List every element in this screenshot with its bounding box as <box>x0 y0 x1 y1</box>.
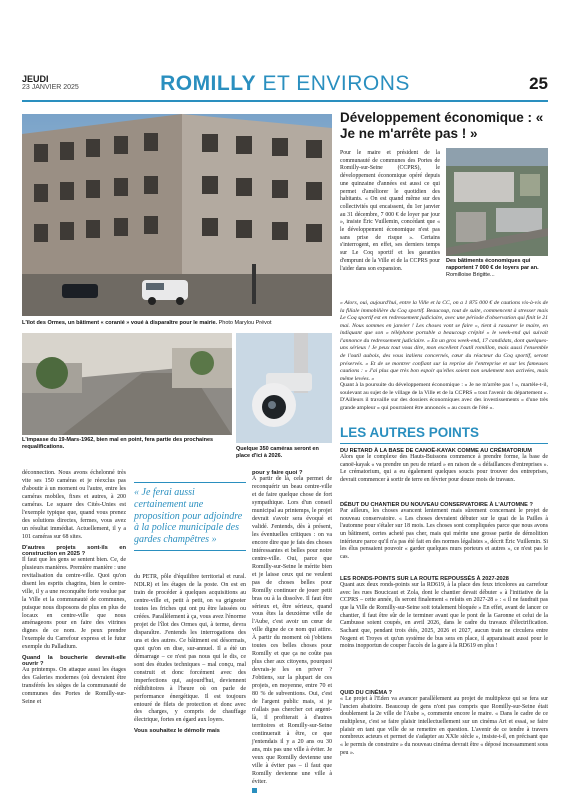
section-title <box>0 72 570 96</box>
interview-paragraph: À partir de là, cela permet de reconquérir un beau centre-ville et de faire quelque chose de fort sympathique. Lors d'un conseil municipal au printemps, le projet devrait s'avoir sera évoqué et validé. J'entends, dès à présent, les éventuelles critiques : on va encore dire que je fais des choses intéressantes et belles pour notre centre-ville. Oui, parce que Romilly-sur-Seine le mérite bien et je laisse ceux qui ne veulent pas de choses belles pour Romilly continuer de jouer petit bras ou à la dissolve. Il faut être sérieux et, être sérieux, quand vous êtes la deuxième ville de l'Aube, c'est avoir un cœur de ville digne de ce nom qui attire. À partir du moment où j'obtiens toutes ces belles choses pour Romilly et que ça ne coûte pas plus cher aux citoyens, pourquoi devrais-je les en priver ? J'obtiens, sur la plupart de ces projets, en moyenne, entre 70 et 80 % de subventions. Oui, c'est de l'argent public mais, si je n'allais pas chercher cet argent-là, il profiterait à d'autres territoires et Romilly-sur-Seine continuerait à être, ce que j'entendais il y a 20 ans ou 30 ans, mis pas une ville à éviter. Je veux que Romilly devienne une ville à éviter pas – il faut que Romilly devienne une ville à éviter. <box>252 476 332 785</box>
autres-point-body: « Le projet à l'Eden va avancer parallèlement au projet de multiplexe qui se fera sur l'ancien abattoire. Beaucoup de gens n'ont pas compris que Romilly-sur-Seine était doublement la 2e ville de l'Aube », commente encore le maire. « Dans le cadre de ce multiplexe, c'est se faire plaisir intellectuellement sur un cinéma Art et essai, se faire plaisir en tant que ville de se remettre en question. L'avenir de ce tendre à travers nombreux acteurs et permet de s'adapter au XXIe siècle », insiste-t-il, en précisant que « le permis de construire » du nouveau cinéma devrait être « déposé incessamment sous peu ». <box>340 696 548 756</box>
caption-photo2-text: L'impasse du 19-Mars-1962, bien mal en point, fera partie des prochaines requalifications. <box>22 437 214 450</box>
interview-col-2 <box>134 574 246 770</box>
autres-point-body: Quant aux deux ronds-points sur la RD619, à la place des feux tricolores au carrefour avec les rues Boucicaut et Zola, dont le chantier devait débuter « à l'initiative de la CCPRS – cette année, ils seront finalement « refaits en 2027-28 » : « il ne faudrait pas que la Ville de Romilly-sur-Seine soit totalement bloquée » En effet, avant de lancer ce chantier, il faut être sûr de le terminer avant que le pont de la Garonne et celui de la Cambusse soient coupés, en avril 2026, dans le cadre du travaux d'électrification. Sachant que, pendant trois étés, 2025, 2026 et 2027, aucun train ne circulera entre Nogent et Troyes et qu'un système de bus sera en place, il apparaissait aussi pour le moins inopportun de couper l'accès de la gare à la RD619 en plus ! <box>340 582 548 650</box>
interview-paragraph: du PETR, pôle d'équilibre territorial et rural. NDLR) et les étages de la poste. On est en train de procéder à quelques acquisitions au centre-ville et, petit à petit, on va grignoter toutes les friches qui ont pu être laissées ou créées. Parallèlement à ça, vous avez l'énorme projet de l'îlot des Ormes qui, à terme, devra disparaître. J'entends les interrogations des uns et des autres. Ce bâtiment est désormais, quoi qu'on en dise, sur-annuel. Il a été un démarrage – ce n'est pas nous qui le dis, ce sont des études techniques – mal conçu, mal construit et donc forcément avec des imperfections qui, aujourd'hui, deviennent rédhibitoires à l'heure où on parle de performance énergétique. Il est toujours entouré de filets de protection et donc avec des charges, y compris de chauffage électrique, fortes en égard aux loyers. <box>134 574 246 724</box>
caption-photo1-text: L'îlot des Ormes, un bâtiment « coranié » voué à disparaître pour le mairie. <box>22 320 218 326</box>
pull-quote: « Je ferai aussi certainement une proposition pour adjoindre à la police municipale des gardes champêtres » <box>134 482 246 551</box>
autres-point-title: DU RETARD À LA BASE DE CANOË-KAYAK COMME AU CRÉMATORIUM <box>340 448 532 454</box>
photo-ilot-des-ormes <box>22 114 332 316</box>
article-end-mark <box>252 788 257 793</box>
photo-impasse <box>22 333 232 435</box>
interview-paragraph: Au printemps. On attaque aussi les étages des Galeries modernes (où devraient être transférés les sièges de la communauté de communes des Portes de Romilly-sur-Seine et <box>22 667 126 706</box>
autres-point-3 <box>340 576 548 651</box>
article-intro: Pour le maire et président de la communauté de communes des Portes de Romilly-sur-Seine (CCPRS), le développement économique opéré depuis une quinzaine d'années est aussi ce qui permet d'améliorer le quotidien des habitants. « On est quand même sur des collectivités qui encaissent, du 1er janvier au 31 décembre, 7 000 € de loyer par jour », insiste Éric Vuillemin, concédant que « le développement économique n'est pas sans prise de risque ». Certains s'interrogent, en effet, ses derniers temps sur Le Coq sportif et les garanties d'emprunt de la Ville et de la CCPRS pour l'aider dans son expansion. <box>340 150 440 272</box>
caption-photo1-credit: Photo Marylou Prévot <box>217 320 272 326</box>
autres-point-body: Alors que le complexe des Hauts-Buissons commence à prendre forme, la base de canoë-kayak « va prendre un peu de retard » en raison de « défaillances d'entreprises ». Le crématorium, qui a eu également quelques soucis pour trouver des entreprises, devrait commencer à sortir de terre en février pour douze mois de travaux. <box>340 454 548 484</box>
interview-col-1 <box>22 470 126 770</box>
caption-photo3 <box>236 446 332 460</box>
page-number: 25 <box>529 74 548 93</box>
header-day: JEUDI <box>22 74 49 84</box>
caption-photo3-text: Quelque 350 caméras seront en place d'ici à 2026. <box>236 446 319 459</box>
header-rule <box>22 100 548 102</box>
autres-point-1 <box>340 448 548 485</box>
caption-photo1 <box>22 320 332 327</box>
autres-point-2 <box>340 502 548 562</box>
autres-point-body: Par ailleurs, les choses avancent lentement mais sûrement concernant le projet de nouveau conservatoire. « Les choses devraient débuter sur le quai de la Pailles à l'automne pour s'étaler sur 18 mois. Les choses sont compliquées parce que nous avons un bâtiment, certes acheté pas cher, mais qui mérite une grosse partie de démolition intérieure parce qu'il n'a pas été fait en des normes légalistes », décrit Éric Vuillemin. Si les élus pensaient pouvoir « garder quelques murs porteurs et autres », ce n'est pas le cas. <box>340 508 548 561</box>
autres-point-title: DÉBUT DU CHANTIER DU NOUVEAU CONSERVATOIRE À L'AUTOMNE ? <box>340 502 533 508</box>
autres-point-title: QUID DU CINÉMA ? <box>340 690 392 696</box>
section-title-bold: ROMILLY <box>160 72 257 95</box>
autres-point-4 <box>340 690 548 757</box>
caption-photo4-text: Des bâtiments économiques qui rapportent 7 000 € de loyers par an. <box>446 258 539 271</box>
section-title-light: ET ENVIRONS <box>256 72 410 95</box>
caption-photo4 <box>446 258 548 279</box>
interview-paragraph: Il faut que les gens se sentent bien. Ce, de plusieurs manières. Première manière : une revitalisation du centre-ville. Quoi qu'on disent les esprits chagrins, bien le centre-ville, il y a une reconquête forte voulue par la Ville et la communauté de communes, puisque nous disposons de plus en plus de locaux en centre-ville que nous aménageons pour en faire des vitrines dignes de ce nom. Je peux prendre l'exemple du Carrefour express et le futur exemple du Palladium. <box>22 556 126 651</box>
caption-photo4-credit: Romilloise Brigitte... <box>446 271 495 278</box>
interview-question: pour y faire quoi ? <box>252 470 303 476</box>
header-date: 23 JANVIER 2025 <box>22 84 79 91</box>
autres-point-title: LES RONDS-POINTS SUR LA ROUTE REPOUSSÉS À 2027-2028 <box>340 576 509 582</box>
interview-question: Quand la boucherie devrait-elle ouvrir ? <box>22 655 126 668</box>
article-body: « Alors, oui, aujourd'hui, entre la Ville et la CC, on a 1 875 000 € de cautions vis-à-vis de la filiale immobilière du Coq sportif. Beaucoup, tout de suite, commencent à stresser mais Le Coq sportif est en redressement judiciaire, avec une période d'observation qui finit le 21 mai. Nous sommes en janvier ! Les choses vont se faire », tient à rassurer le maire, en indiquant que son « téléphone portable a beaucoup crépité » le week-end qui suivait l'annonce du redressement judiciaire. « En un gros week-end, 17 candidats, dont quelques-uns sérieux ! Je peux tout vous dire, mon excellent l'outil romillon, mais aussi l'ensemble de l'outil auboix, des vous italiens concernés, cœur du réacteur du Coq sportif, seront préservés. » Et de se montrer confiant sur la reprise de l'entreprise et sur les fameuses cautions : « J'ai plus que très bon espoir qu'elles soient non seulement non activées, mais même levées. » <box>340 300 548 382</box>
interview-question: Vous souhaitez le démolir mais <box>134 728 220 735</box>
caption-photo2 <box>22 437 232 451</box>
article-body-2: Quant à la poursuite du développement économique : « Je ne m'arrête pas ! », martèle-t-il, soulevant au sujet de le village de la Ville et de la CCPRS « tout l'avenir du département ». D'Ailleurs il travaille sur des dossiers économiques avec des investissements « d'une très grande ampleur » qui pourraient être annoncés « au cours de l'été ». <box>340 382 548 411</box>
photo-batiments-economiques <box>446 148 548 256</box>
autres-points-heading: LES AUTRES POINTS <box>340 425 480 440</box>
interview-question: D'autres projets sont-ils en construction en 2025 ? <box>22 544 126 557</box>
interview-paragraph: déconnection. Nous avons échelonné très vite ses 150 caméras et je réexclus pas d'aboutir à un moment ou l'autre, entre les caméras mobiles, fixes et autres, à 200 caméras. Le square des Cités-Unies est l'exemple typique que, quand vous prenez des solutions directes, fermes, vous avez un résultat immédiat. Actuellement, il y a 101 caméras sur 68 sites. <box>22 470 126 540</box>
photo-camera <box>236 333 332 443</box>
autres-points-rule <box>340 443 548 444</box>
interview-col-3 <box>252 470 332 785</box>
article-headline: Développement économique : « Je ne m'arrête pas ! » <box>340 110 544 141</box>
